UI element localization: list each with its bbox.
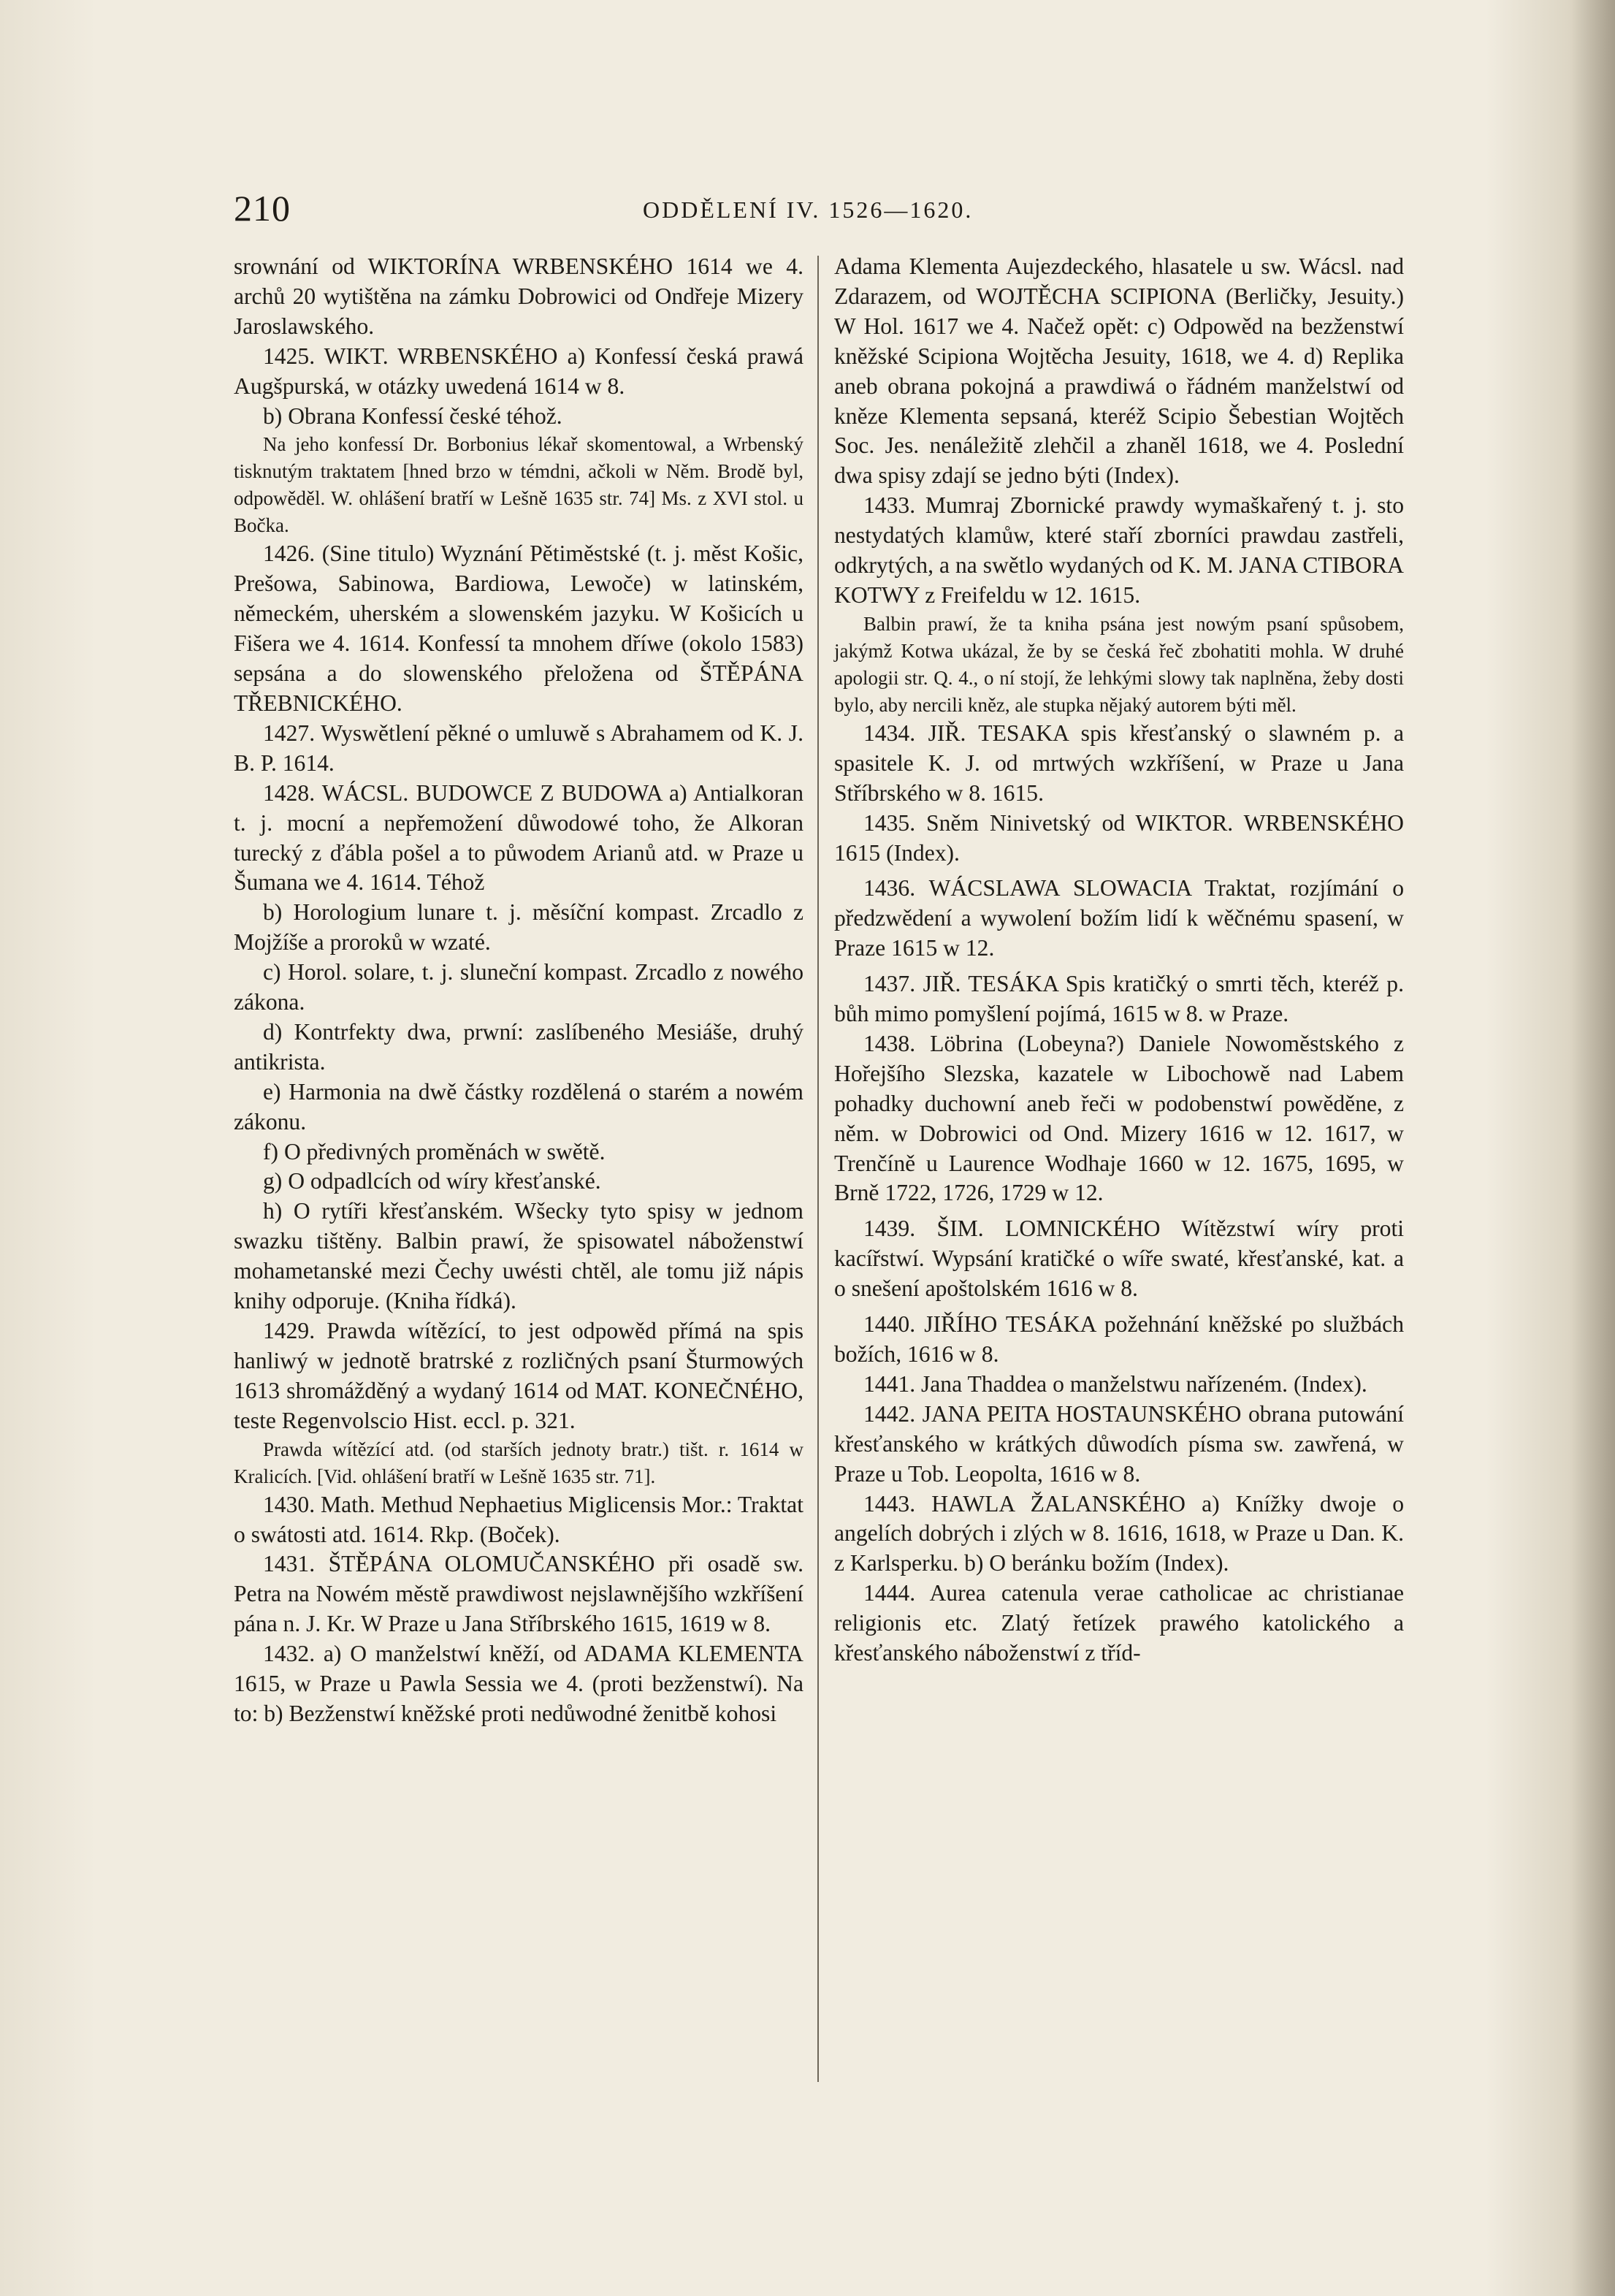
entry-paragraph: 1444. Aurea catenula verae catholicae ac christianae religionis etc. Zlatý řetízek prawého katolického a křesťanského náboženstwí z tříd- [834, 1580, 1404, 1666]
entry-paragraph: 1440. JIŘÍHO TESÁKA požehnání kněžské po službách božích, 1616 w 8. [834, 1311, 1404, 1367]
entry-paragraph: Na jeho konfessí Dr. Borbonius lékař skomentowal, a Wrbenský tisknutým traktatem [hned brzo w témdni, ačkoli w Něm. Brodě byl, odpowěděl. W. ohlášení bratří w Lešně 1635 str. 74] Ms. z XVI stol. u Bočka. [234, 433, 803, 537]
entry-paragraph: 1429. Prawda wítězící, to jest odpowěd přímá na spis hanliwý w jednotě bratrské z rozličných psaní Šturmowých 1613 shromážděný a wydaný 1614 od MAT. KONEČNÉHO, teste Regenvolscio Hist. eccl. p. 321. [234, 1318, 803, 1433]
entry-paragraph: 1436. WÁCSLAWA SLOWACIA Traktat, rozjímání o předzwědení a wywolení božím lidí k wěčnému spasení, w Praze 1615 w 12. [834, 875, 1404, 961]
entry-paragraph: 1431. ŠTĚPÁNA OLOMUČANSKÉHO při osadě sw. Petra na Nowém městě prawdiwost nejslawnějšího wzkříšení pána n. J. Kr. W Praze u Jana Stříbrského 1615, 1619 w 8. [234, 1551, 803, 1637]
entry-paragraph: 1434. JIŘ. TESAKA spis křesťanský o slawném p. a spasitele K. J. od mrtwých wzkříšení, w Praze u Jana Stříbrského w 8. 1615. [834, 720, 1404, 806]
entry-paragraph: Prawda wítězící atd. (od starších jednoty bratr.) tišt. r. 1614 w Kralicích. [Vid. ohlášení bratří w Lešně 1635 str. 71]. [234, 1438, 803, 1487]
entry-paragraph: b) Obrana Konfessí české téhož. [263, 403, 562, 429]
entry-paragraph: 1430. Math. Methud Nephaetius Miglicensis Mor.: Traktat o swátosti atd. 1614. Rkp. (Boček). [234, 1491, 803, 1547]
running-title: ODDĚLENÍ IV. 1526—1620. [643, 197, 974, 223]
entry-paragraph: h) O rytíři křesťanském. Wšecky tyto spisy w jednom swazku tištěny. Balbin prawí, že spisowatel náboženstwí mohametanské mezi Čechy uwésti chtěl, ale tomu již nápis knihy odporuje. (Kniha řídká). [234, 1198, 803, 1314]
entry-paragraph: 1432. a) O manželstwí kněží, od ADAMA KLEMENTA 1615, w Praze u Pawla Sessia we 4. (proti bezženstwí). Na to: b) Bezženstwí kněžské proti nedůwodné ženitbě kohosi [234, 1641, 803, 1726]
entry-paragraph: 1439. ŠIM. LOMNICKÉHO Wítězstwí wíry proti kacířstwí. Wypsání kratičké o wíře swaté, křesťanské, kat. a o snešení apoštolském 1616 w 8. [834, 1216, 1404, 1302]
entry-paragraph: 1427. Wyswětlení pěkné o umluwě s Abrahamem od K. J. B. P. 1614. [234, 720, 803, 776]
left-column [234, 252, 803, 1729]
entry-paragraph: 1443. HAWLA ŽALANSKÉHO a) Knížky dwoje o angelích dobrých i zlých w 8. 1616, 1618, w Praze u Dan. K. z Karlsperku. b) O beránku božím (Index). [834, 1490, 1404, 1576]
right-column [834, 252, 1404, 1668]
page-header [234, 186, 1402, 230]
page-number: 210 [234, 188, 291, 229]
entry-paragraph: 1435. Sněm Ninivetský od WIKTOR. WRBENSKÉHO 1615 (Index). [834, 809, 1404, 866]
entry-paragraph: 1425. WIKT. WRBENSKÉHO a) Konfessí česká prawá Augšpurská, w otázky uwedená 1614 w 8. [234, 343, 803, 399]
page-spine-shadow [1571, 0, 1615, 2296]
entry-paragraph: 1428. WÁCSL. BUDOWCE Z BUDOWA a) Antialkoran t. j. mocní a nepřemožení důwodowé toho, že Alkoran turecký z ďábla pošel a to půwodem Arianů atd. w Praze u Šumana we 4. 1614. Téhož [234, 779, 803, 896]
column-divider [817, 256, 819, 2082]
entry-paragraph: 1426. (Sine titulo) Wyznání Pětiměstské (t. j. měst Košic, Prešowa, Sabinowa, Bardiowa, Lewoče) w latinském, německém, uherském a slowenském jazyku. W Košicích u Fišera we 4. 1614. Konfessí ta mnohem dříwe (okolo 1583) sepsána a do slowenského přeložena od ŠTĚPÁNA TŘEBNICKÉHO. [234, 541, 803, 716]
entry-paragraph: Adama Klementa Aujezdeckého, hlasatele u sw. Wácsl. nad Zdarazem, od WOJTĚCHA SCIPIONA (Berličky, Jesuity.) W Hol. 1617 we 4. Načež opět: c) Odpowěd na bezženstwí kněžské Scipiona Wojtěcha Jesuity, 1618, we 4. d) Replika aneb obrana pokojná a prawdiwá o řádném manželstwí od kněze Klementa sepsaná, kteréž Scipio Šebestian Wojtěch Soc. Jes. nenáležitě zlehčil a zhaněl 1618, we 4. Poslední dwa spisy zdají se jedno býti (Index). [834, 253, 1404, 489]
entry-paragraph: 1433. Mumraj Zbornické prawdy wymaškařený t. j. sto nestydatých klamůw, které staří zborníci prawdau zastřeli, odkrytých, a na swětlo wydaných od K. M. JANA CTIBORA KOTWY z Freifeldu w 12. 1615. [834, 492, 1404, 608]
entry-paragraph: Balbin prawí, že ta kniha psána jest nowým psaní spůsobem, jakýmž Kotwa ukázal, že by se česká řeč zbohatiti mohla. W druhé apologii str. Q. 4., o ní stojí, že lehkými slowy tak naplněna, žeby dosti bylo, aby nercili kněz, ale stupka nějaký autorem býti měl. [834, 612, 1404, 716]
entry-paragraph: g) O odpadlcích od wíry křesťanské. [263, 1168, 601, 1194]
entry-paragraph: d) Kontrfekty dwa, prwní: zaslíbeného Mesiáše, druhý antikrista. [234, 1018, 803, 1075]
entry-paragraph: e) Harmonia na dwě částky rozdělená o starém a nowém zákonu. [234, 1078, 803, 1134]
entry-paragraph: c) Horol. solare, t. j. sluneční kompast. Zrcadlo z nowého zákona. [234, 959, 803, 1015]
entry-paragraph: 1442. JANA PEITA HOSTAUNSKÉHO obrana putowání křesťanského w krátkých důwodích písma sw. zawřená, w Praze u Tob. Leopolta, 1616 w 8. [834, 1400, 1404, 1487]
entry-paragraph: b) Horologium lunare t. j. měsíční kompast. Zrcadlo z Mojžíše a proroků w wzaté. [234, 899, 803, 956]
entry-paragraph: f) O předivných proměnách w swětě. [263, 1138, 606, 1164]
entry-paragraph: srownání od WIKTORÍNA WRBENSKÉHO 1614 we 4. archů 20 wytištěna na zámku Dobrowici od Ondřeje Mizery Jaroslawského. [234, 253, 803, 339]
entry-paragraph: 1438. Löbrina (Lobeyna?) Daniele Nowoměstského z Hořejšího Slezska, kazatele w Libochowě nad Labem pohadky duchowní aneb řeči w podobenstwí powěděne, z něm. w Dobrowici od Ond. Mizery 1616 w 12. 1617, w Trenčíně u Laurence Wodhaje 1660 w 12. 1675, 1695, w Brně 1722, 1726, 1729 w 12. [834, 1030, 1404, 1206]
entry-paragraph: 1437. JIŘ. TESÁKA Spis kratičký o smrti těch, kteréž p. bůh mimo pomyšlení pojímá, 1615 w 8. w Praze. [834, 971, 1404, 1027]
entry-paragraph: 1441. Jana Thaddea o manželstwu nařízeném. (Index). [863, 1370, 1367, 1397]
